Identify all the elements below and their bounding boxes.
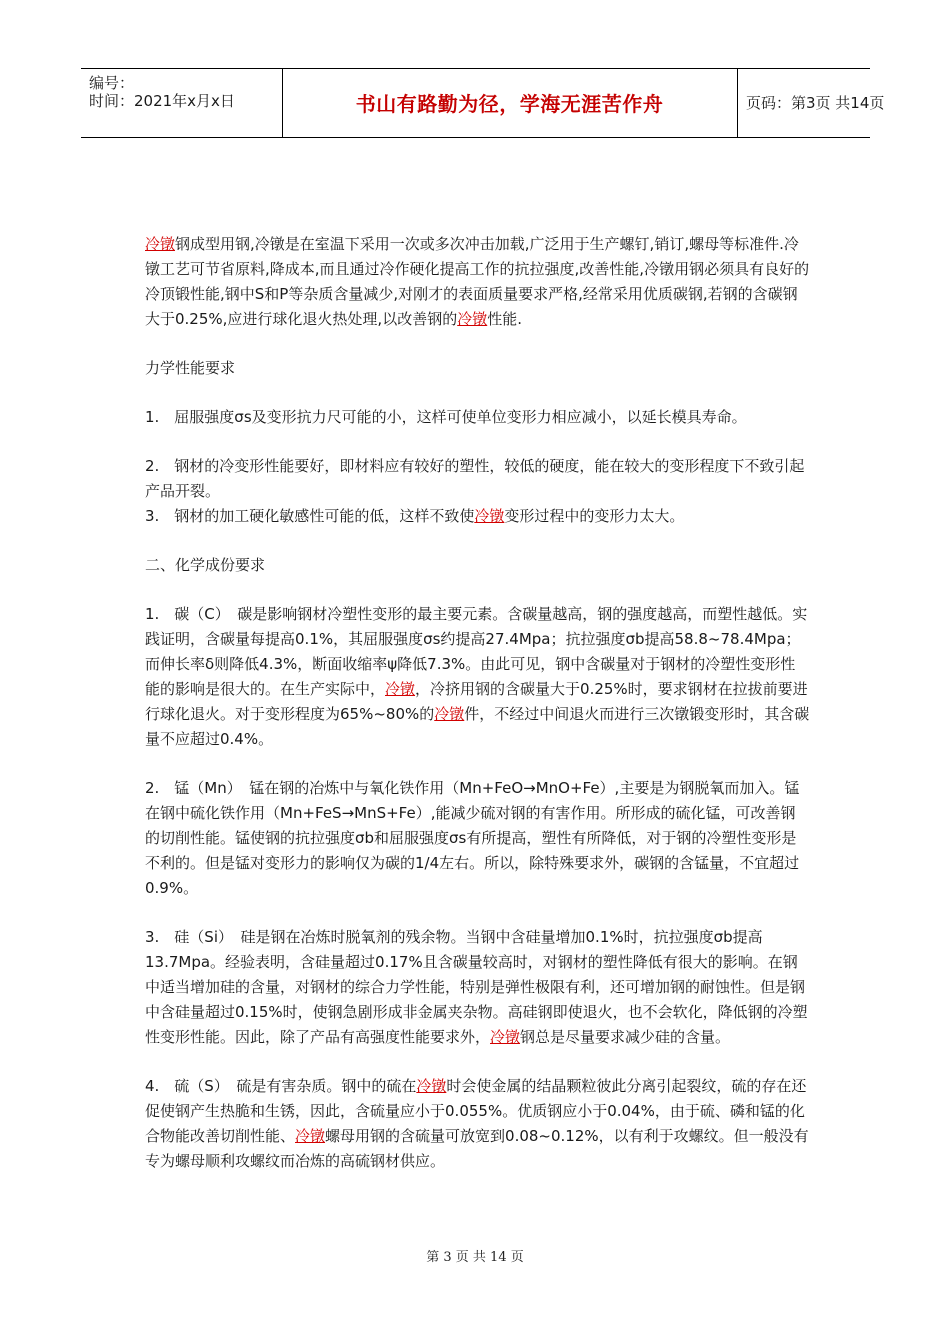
- paragraph-text: 1. 屈服强度σs及变形抗力尺可能的小，这样可使单位变形力相应减小，以延长模具寿命。: [145, 408, 747, 426]
- paragraph-gap: [145, 430, 810, 454]
- paragraph: [145, 504, 810, 529]
- code-label: 编号：: [89, 74, 135, 92]
- paragraph: [145, 1074, 810, 1174]
- highlighted-term[interactable]: 冷镦: [385, 680, 416, 698]
- paragraph-text: 螺母用钢的含硫量可放宽到0.08~0.12%，以有利于攻螺纹。但一般没有专为螺母顺利攻螺纹而冶炼的高硫钢材供应。: [145, 1127, 809, 1170]
- paragraph-text: 性能.: [487, 310, 522, 328]
- paragraph-text: 力学性能要求: [145, 359, 236, 377]
- paragraph-text: 3. 硅（Si） 硅是钢在冶炼时脱氧剂的残余物。当钢中含硅量增加0.1%时，抗拉强度σb提高13.7Mpa。经验表明，含硅量超过0.17%且含碳量较高时，对钢材的塑性降低有很大的影响。在钢中适当增加硅的含量，对钢材的综合力学性能，特别是弹性极限有利，还可增加钢的耐蚀性。但是钢中含硅量超过0.15%时，使钢急剧形成非金属夹杂物。高硅钢即使退火，也不会软化，降低钢的冷塑性变形性能。因此，除了产品有高强度性能要求外，: [145, 928, 808, 1046]
- paragraph: [145, 454, 810, 504]
- paragraph-gap: [145, 332, 810, 356]
- paragraph: [145, 405, 810, 430]
- paragraph-gap: [145, 752, 810, 776]
- paragraph-text: 2. 钢材的冷变形性能要好，即材料应有较好的塑性，较低的硬度，能在较大的变形程度下不致引起产品开裂。: [145, 457, 805, 500]
- paragraph-gap: [145, 1050, 810, 1074]
- paragraph-text: ，冷挤用钢的含碳量大于0.25%时，要求钢材在拉拔前要进行球化退火。对于变形程度为65%~80%的: [145, 680, 808, 723]
- highlighted-term[interactable]: 冷镦: [490, 1028, 521, 1046]
- paragraph-text: 变形过程中的变形力太大。: [504, 507, 685, 525]
- highlighted-term[interactable]: 冷镦: [295, 1127, 326, 1145]
- paragraph-text: 4. 硫（S） 硫是有害杂质。钢中的硫在: [145, 1077, 417, 1095]
- document-header: [81, 68, 885, 138]
- highlighted-term[interactable]: 冷镦: [416, 1077, 447, 1095]
- paragraph-gap: [145, 529, 810, 553]
- paragraph-text: 钢总是尽量要求减少硅的含量。: [520, 1028, 731, 1046]
- paragraph: [145, 232, 810, 332]
- paragraph-text: 钢成型用钢,冷镦是在室温下采用一次或多次冲击加载,广泛用于生产螺钉,销订,螺母等标准件.冷镦工艺可节省原料,降成本,而且通过冷作硬化提高工作的抗拉强度,改善性能,冷镦用钢必须具有良好的冷顶锻性能,钢中S和P等杂质含量减少,对刚才的表面质量要求严格,经常采用优质碳钢,若钢的含碳钢大于0.25%,应进行球化退火热处理,以改善钢的: [145, 235, 810, 328]
- paragraph-gap: [145, 381, 810, 405]
- highlighted-term[interactable]: 冷镦: [474, 507, 505, 525]
- motto-text: 书山有路勤为径，学海无涯苦作舟: [355, 92, 664, 116]
- paragraph-text: 1. 碳（C） 碳是影响钢材冷塑性变形的最主要元素。含碳量越高，钢的强度越高，而塑性越低。实践证明，含碳量每提高0.1%，其屈服强度σs约提高27.4Mpa；抗拉强度σb提高58.8~78.4Mpa；而伸长率δ则降低4.3%，断面收缩率ψ降低7.3%。由此可见，钢中含碳量对于钢材的冷塑性变形性能的影响是很大的。在生产实际中，: [145, 605, 808, 698]
- highlighted-term[interactable]: 冷镦: [434, 705, 465, 723]
- page-footer: 第 3 页 共 14 页: [426, 1250, 524, 1265]
- paragraph: [145, 925, 810, 1050]
- paragraph-text: 时会使金属的结晶颗粒彼此分离引起裂纹，硫的存在还促使钢产生热脆和生锈，因此，含硫量应小于0.055%。优质钢应小于0.04%，由于硫、磷和锰的化合物能改善切削性能、: [145, 1077, 807, 1145]
- header-page-number: 页码：第3页 共14页: [746, 94, 885, 112]
- header-page-cell: [738, 69, 885, 137]
- paragraph-text: 3. 钢材的加工硬化敏感性可能的低，这样不致使: [145, 507, 475, 525]
- paragraph: [145, 356, 810, 381]
- paragraph-gap: [145, 578, 810, 602]
- date-text: 时间：2021年x月x日: [89, 92, 235, 110]
- paragraph-text: 件，不经过中间退火而进行三次镦锻变形时，其含碳量不应超过0.4%。: [145, 705, 810, 748]
- highlighted-term[interactable]: 冷镦: [145, 235, 176, 253]
- header-motto-cell: [282, 69, 738, 137]
- paragraph-text: 二、化学成份要求: [145, 556, 266, 574]
- document-body: [145, 232, 810, 1174]
- paragraph: [145, 602, 810, 752]
- paragraph-text: 2. 锰（Mn） 锰在钢的冶炼中与氧化铁作用（Mn+FeO→MnO+Fe）,主要是为钢脱氧而加入。锰在钢中硫化铁作用（Mn+FeS→MnS+Fe）,能减少硫对钢的有害作用。所形成的硫化锰，可改善钢的切削性能。锰使钢的抗拉强度σb和屈服强度σs有所提高，塑性有所降低，对于钢的冷塑性变形是不利的。但是锰对变形力的影响仅为碳的1/4左右。所以，除特殊要求外，碳钢的含锰量，不宜超过0.9%。: [145, 779, 800, 897]
- highlighted-term[interactable]: 冷镦: [457, 310, 488, 328]
- header-meta-cell: [81, 69, 283, 137]
- paragraph-gap: [145, 901, 810, 925]
- paragraph: [145, 553, 810, 578]
- paragraph: [145, 776, 810, 901]
